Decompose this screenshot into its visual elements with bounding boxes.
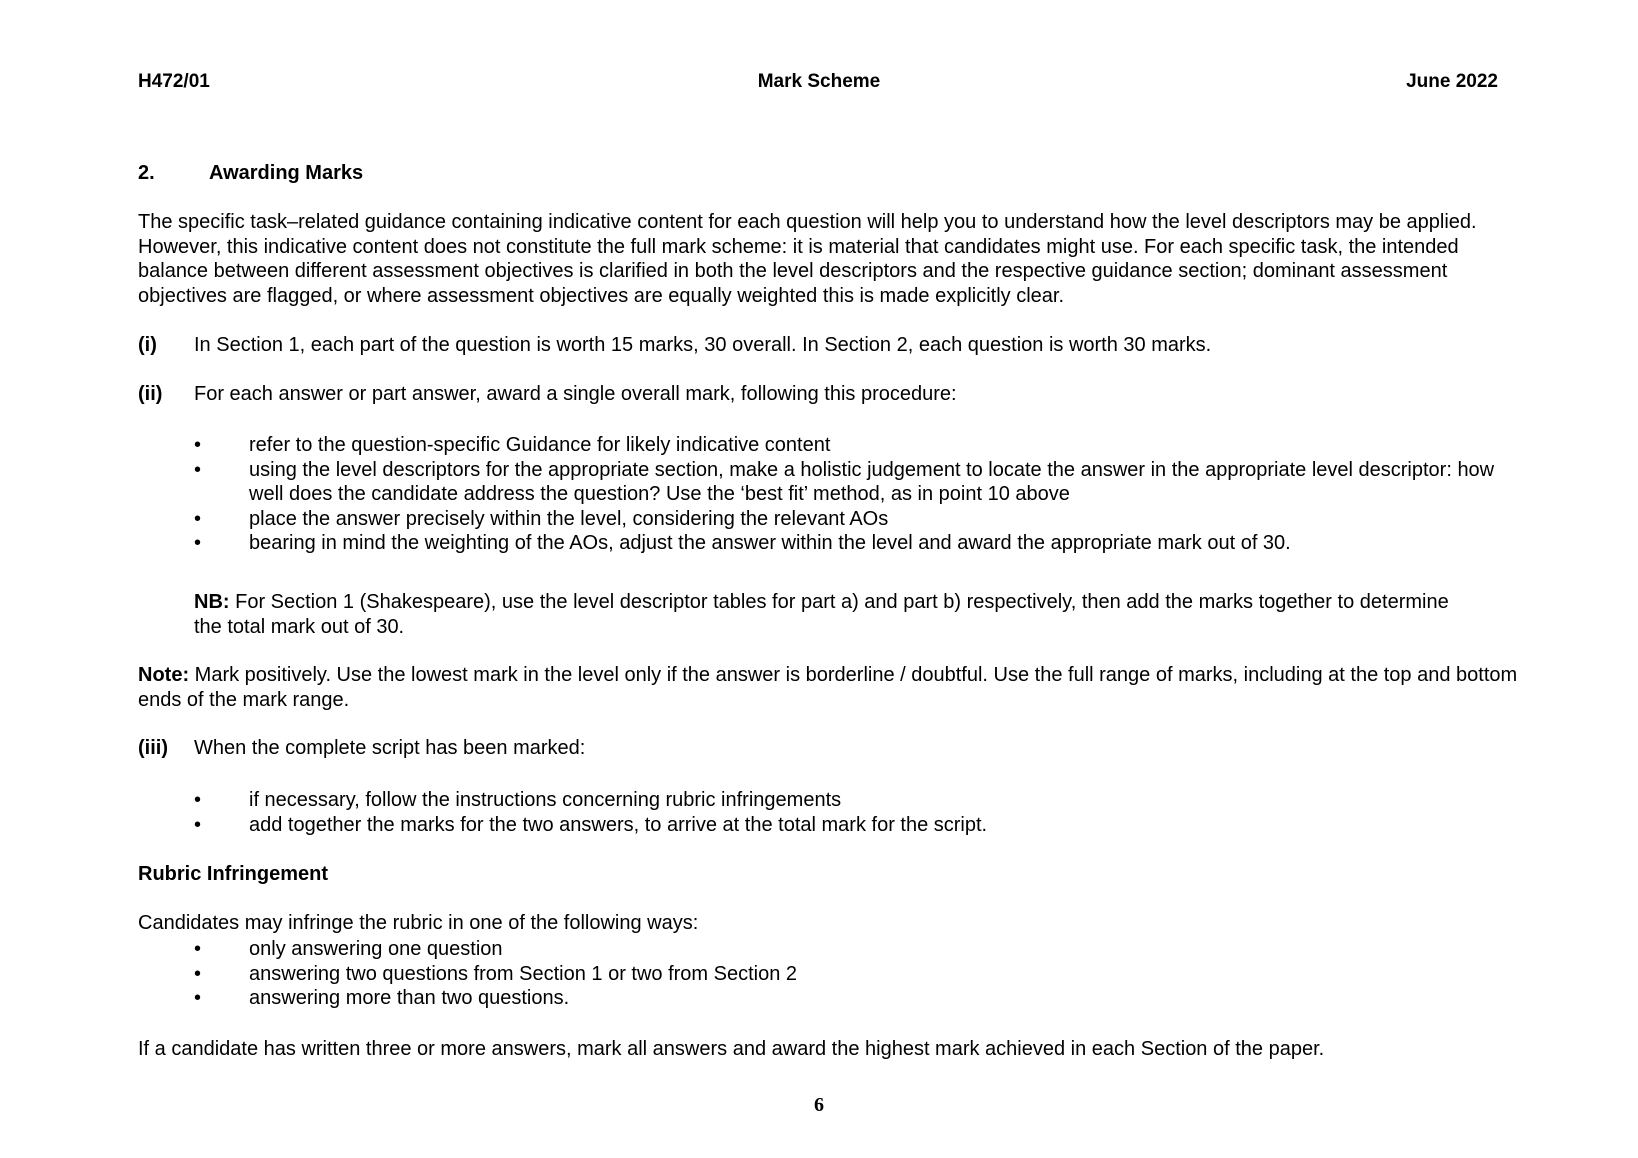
rubric-title: Rubric Infringement <box>138 863 329 885</box>
list-item: • answering two questions from Section 1 or two from Section 2 <box>194 962 798 985</box>
bullet-icon: • <box>194 813 202 836</box>
point-ii-label: (ii) <box>138 383 163 405</box>
header-code: H472/01 <box>138 71 210 92</box>
nb-label: NB: <box>194 591 230 613</box>
note-text: Mark positively. Use the lowest mark in the level only if the answer is borderline / doubtful. Use the full range of marks, including at the top and bottom ends of the mark range. <box>138 664 1518 711</box>
bullet-icon: • <box>194 507 202 530</box>
list-item: • add together the marks for the two answers, to arrive at the total mark for the script. <box>194 813 988 836</box>
rubric-intro: Candidates may infringe the rubric in one of the following ways: <box>138 912 699 934</box>
point-iii-text: When the complete script has been marked: <box>194 737 586 759</box>
list-item: • place the answer precisely within the level, considering the relevant AOs <box>194 507 889 530</box>
bullet-icon: • <box>194 987 202 1009</box>
bullet-icon: • <box>194 938 202 960</box>
header-date: June 2022 <box>1406 71 1498 92</box>
list-item: • refer to the question-specific Guidance for likely indicative content <box>194 434 831 456</box>
intro-paragraph: The specific task–related guidance containing indicative content for each question will help you to understand how the level descriptors may be applied. However, this indicative content does not constitute the full mark scheme: it is material that candidates might use. For each specific task, the intended balance between different assessment objectives is clarified in both the level descriptors and the respective guidance section; dominant assessment objectives are flagged, or where assessment objectives are equally weighted this is made explicitly clear. <box>138 211 1477 307</box>
list-item: • bearing in mind the weighting of the AOs, adjust the answer within the level and award the appropriate mark out of 30. <box>194 532 1291 554</box>
point-ii-bullet-list <box>194 433 1514 556</box>
rubric-closing: If a candidate has written three or more answers, mark all answers and award the highest mark achieved in each Section of the paper. <box>138 1038 1325 1060</box>
point-i-label: (i) <box>138 334 157 356</box>
point-iii-bullet-list <box>194 788 1514 837</box>
section-number: 2. <box>138 162 155 184</box>
nb-paragraph <box>194 590 1464 639</box>
point-i-text: In Section 1, each part of the question is worth 15 marks, 30 overall. In Section 2, each question is worth 30 marks. <box>194 334 1212 356</box>
page-number: 6 <box>814 1094 824 1116</box>
note-label: Note: <box>138 664 190 686</box>
bullet-icon: • <box>194 789 202 811</box>
nb-text: For Section 1 (Shakespeare), use the level descriptor tables for part a) and part b) respectively, then add the marks together to determine the total mark out of 30. <box>194 591 1449 638</box>
bullet-icon: • <box>194 458 202 481</box>
bullet-icon: • <box>194 962 202 985</box>
rubric-bullet-list <box>194 937 1514 1011</box>
list-item: • if necessary, follow the instructions concerning rubric infringements <box>194 789 842 811</box>
point-ii-text: For each answer or part answer, award a single overall mark, following this procedure: <box>194 383 957 405</box>
list-item: • answering more than two questions. <box>194 987 570 1009</box>
point-iii-label: (iii) <box>138 737 168 759</box>
section-title: Awarding Marks <box>209 162 364 184</box>
note-paragraph <box>138 663 1518 712</box>
list-item: • using the level descriptors for the appropriate section, make a holistic judgement to locate the answer in the appropriate level descriptor: how well does the candidate address the question? Use the ‘best fit’ method, as in point 10 above <box>194 458 1495 505</box>
header-title: Mark Scheme <box>757 71 881 92</box>
bullet-icon: • <box>194 434 202 456</box>
list-item: • only answering one question <box>194 938 503 960</box>
bullet-icon: • <box>194 532 202 554</box>
